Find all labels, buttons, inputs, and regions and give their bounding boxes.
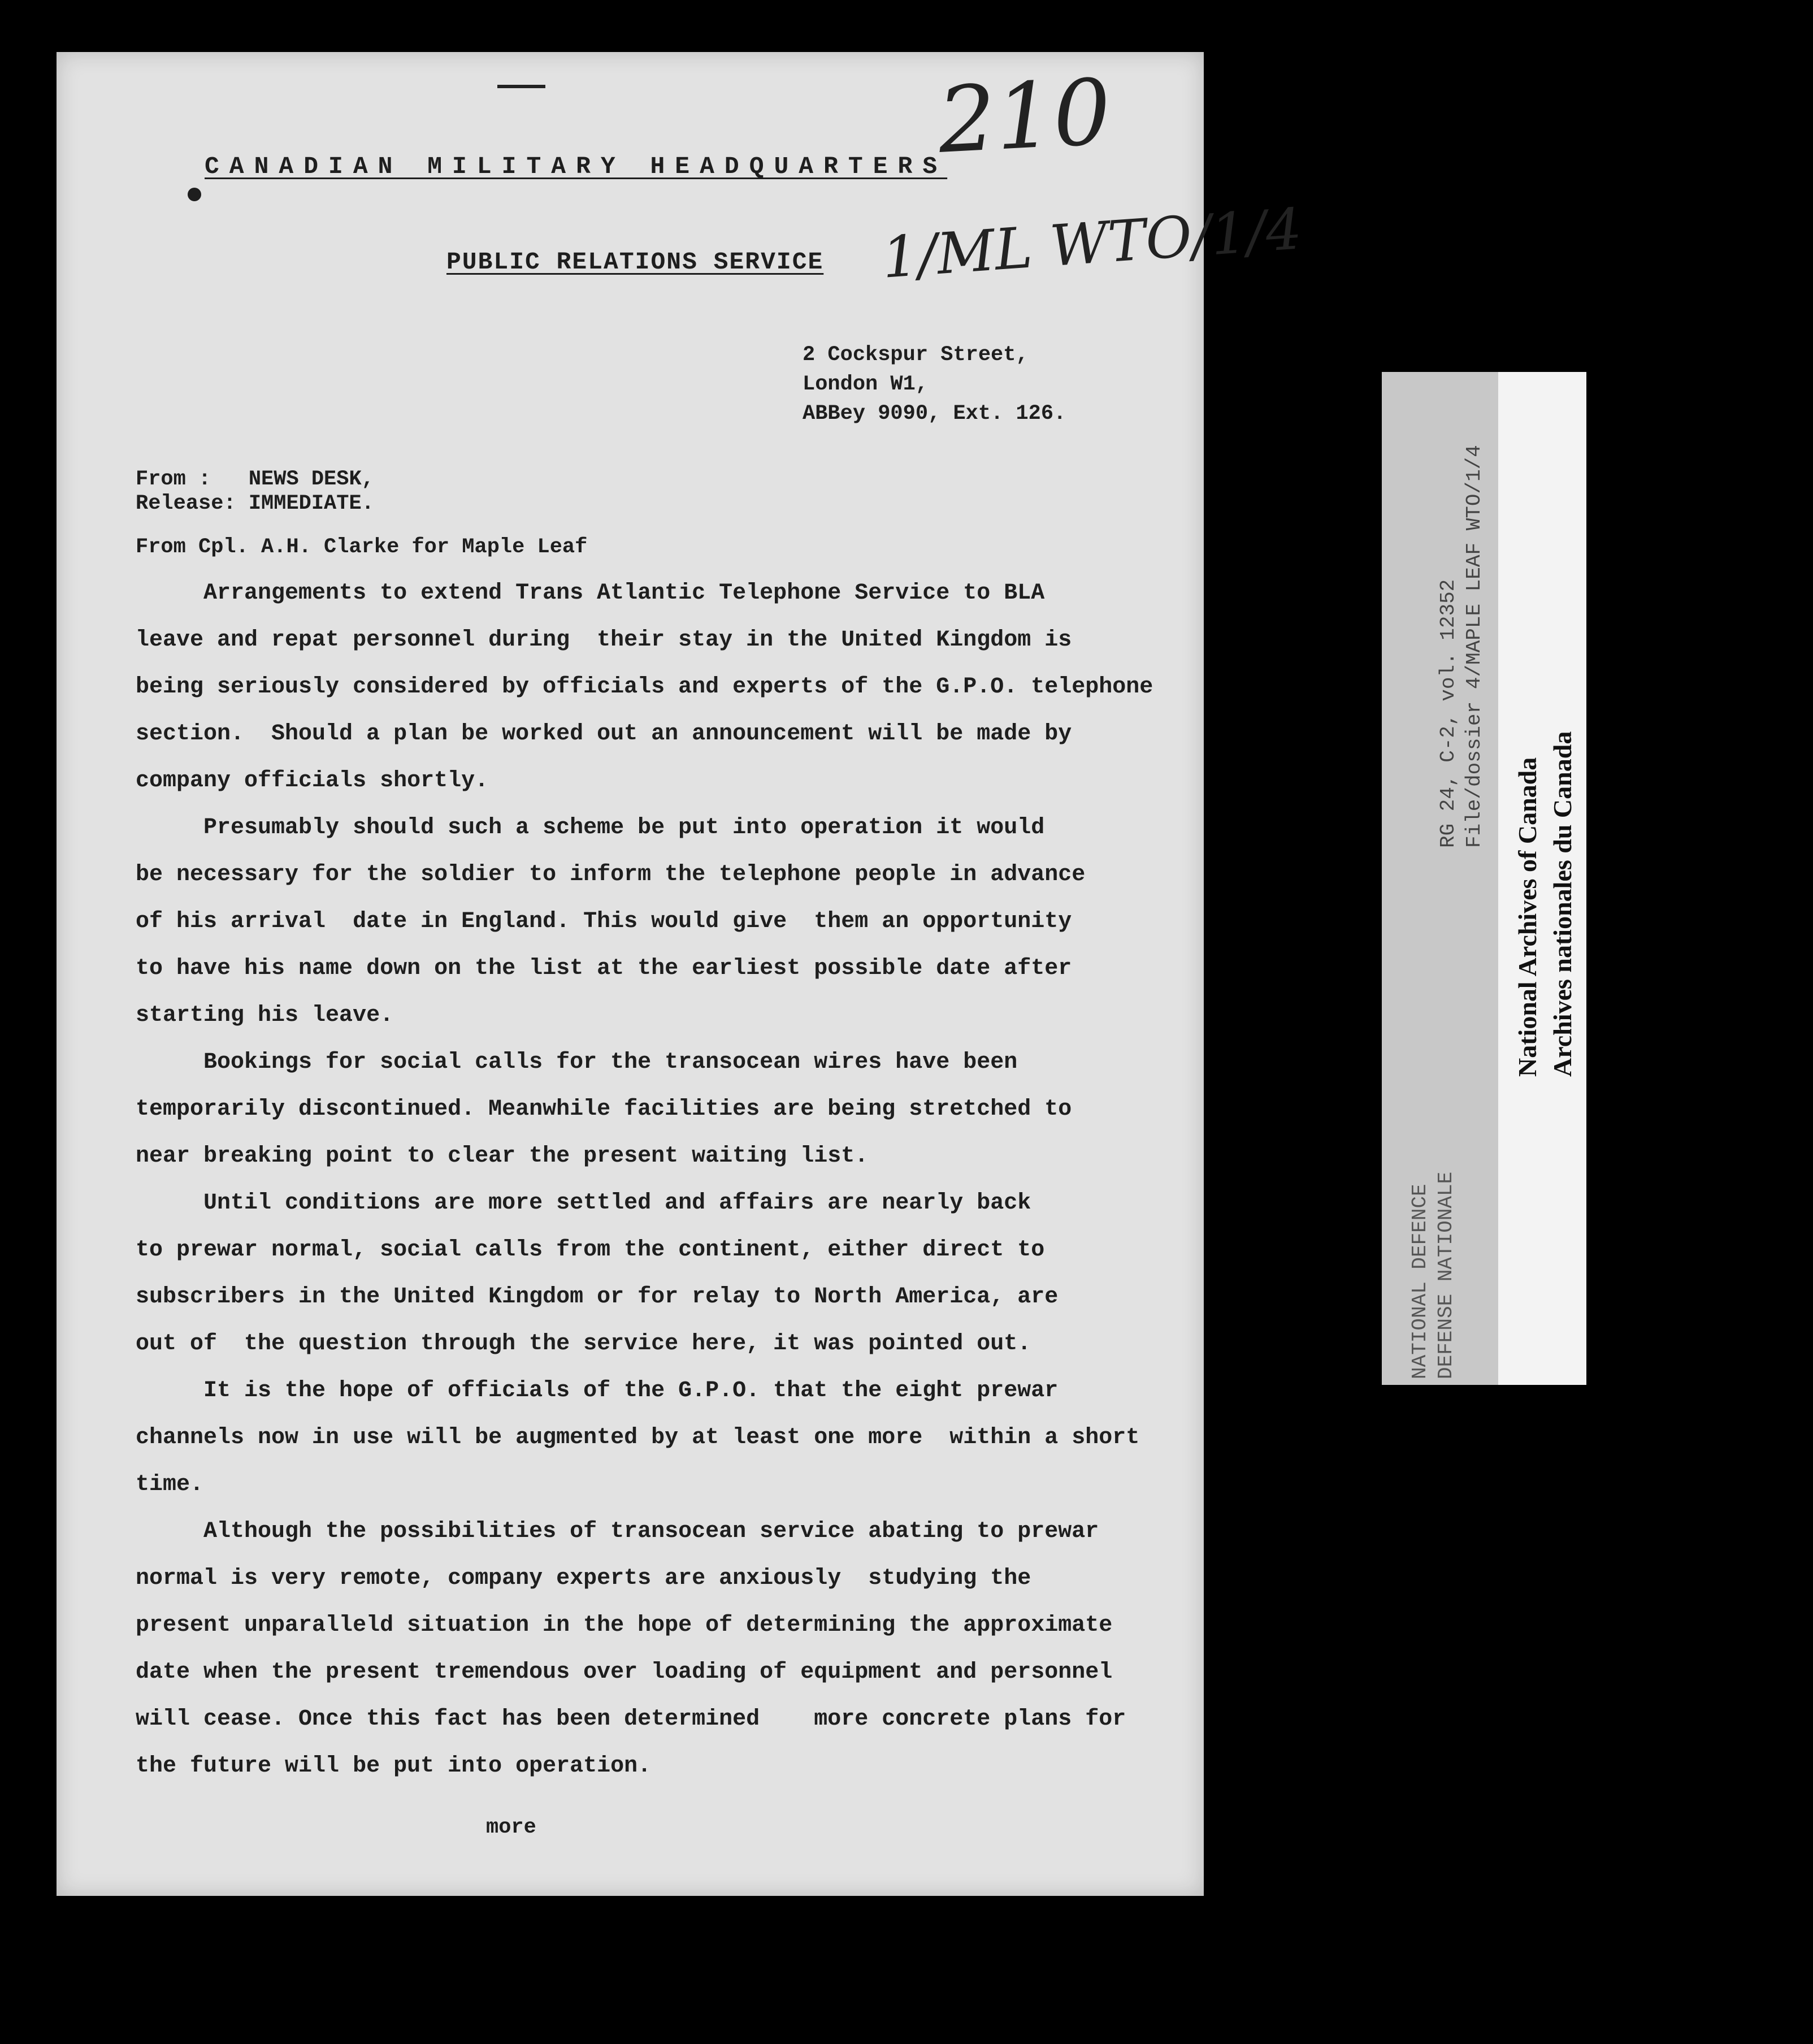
archives-name [1510,731,1580,1077]
hq-heading: CANADIAN MILITARY HEADQUARTERS [205,153,948,180]
defence-line: NATIONAL DEFENCE [1408,1184,1432,1379]
body-line: will cease. Once this fact has been determined more concrete plans for [136,1707,1126,1732]
archive-ref-line: RG 24, C-2, vol. 12352 [1437,579,1460,848]
archives-name-line: Archives nationales du Canada [1548,731,1577,1077]
body-line: to have his name down on the list at the earliest possible date after [136,956,1072,981]
body-line: company officials shortly. [136,768,489,794]
body-line: subscribers in the United Kingdom or for relay to North America, are [136,1284,1059,1310]
handwritten-file-ref: 1/ML WTO/1/4 [879,196,1304,291]
body-line: Bookings for social calls for the transocean wires have been [136,1050,1018,1075]
body-line: near breaking point to clear the present waiting list. [136,1144,869,1169]
defence-line: DEFENSE NATIONALE [1434,1171,1458,1379]
handwritten-page-number: 210 [935,59,1114,174]
address-line: 2 Cockspur Street, [803,343,1029,367]
body-line: to prewar normal, social calls from the continent, either direct to [136,1237,1045,1263]
address-line: London W1, [803,373,929,396]
byline: From Cpl. A.H. Clarke for Maple Leaf [136,535,588,559]
body-line: starting his leave. [136,1003,394,1028]
release-line: Release: IMMEDIATE. [136,492,374,516]
body-line: of his arrival date in England. This would give them an opportunity [136,909,1072,934]
body-line: present unparalleld situation in the hope of determining the approximate [136,1613,1113,1638]
body-line: out of the question through the service here, it was pointed out. [136,1331,1031,1357]
body-line: being seriously considered by officials and experts of the G.P.O. telephone [136,674,1153,700]
document-page [57,52,1304,1896]
ink-dot [188,188,201,201]
address-line: ABBey 9090, Ext. 126. [803,402,1066,426]
body-line: Arrangements to extend Trans Atlantic Telephone Service to BLA [136,581,1045,606]
body-line: temporarily discontinued. Meanwhile facilities are being stretched to [136,1097,1072,1122]
prs-heading: PUBLIC RELATIONS SERVICE [446,248,824,276]
archive-reference [1435,445,1487,848]
body-line: Presumably should such a scheme be put into operation it would [136,815,1045,841]
body-line: Until conditions are more settled and affairs are nearly back [136,1190,1031,1216]
body-line: be necessary for the soldier to inform the telephone people in advance [136,862,1086,887]
body-line: normal is very remote, company experts are anxiously studying the [136,1566,1031,1591]
from-line: From : NEWS DESK, [136,467,374,491]
body-line: Although the possibilities of transocean service abating to prewar [136,1519,1099,1544]
body-line: the future will be put into operation. [136,1753,652,1779]
pen-mark [497,85,545,88]
body-line: date when the present tremendous over loading of equipment and personnel [136,1660,1113,1685]
body-line: section. Should a plan be worked out an announcement will be made by [136,721,1072,747]
body-line: channels now in use will be augmented by at least one more within a short [136,1425,1140,1450]
archive-ref-line: File/dossier 4/MAPLE LEAF WTO/1/4 [1463,445,1486,848]
body-line: It is the hope of officials of the G.P.O. that the eight prewar [136,1378,1059,1404]
body-line: leave and repat personnel during their stay in the United Kingdom is [136,627,1072,653]
archives-name-line: National Archives of Canada [1513,757,1542,1077]
defence-stamp [1407,1172,1459,1379]
more-marker: more [486,1816,536,1839]
body-line: time. [136,1472,204,1497]
